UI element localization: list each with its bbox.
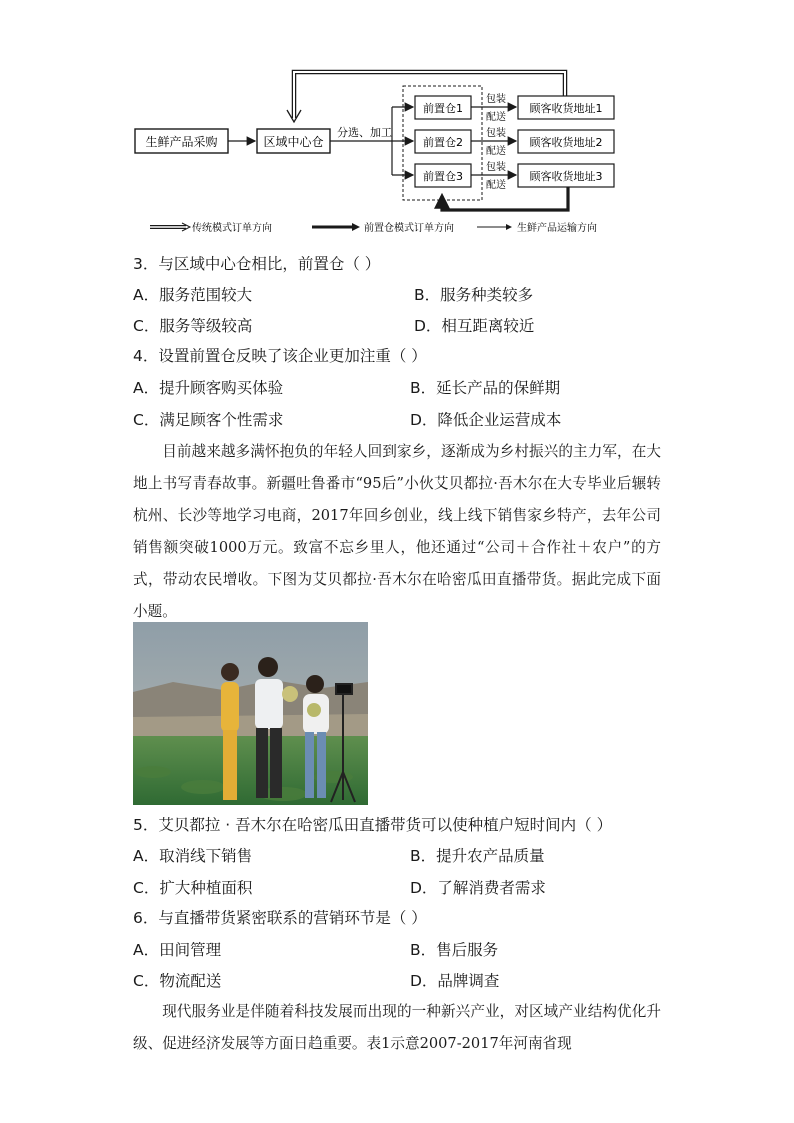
question-5-stem: 5．艾贝都拉 · 吾木尔在哈密瓜田直播带货可以使种植户短时间内（ ）: [133, 816, 613, 834]
node-regional-center-label: 区域中心仓: [263, 135, 324, 149]
question-6-option-a[interactable]: A．田间管理: [133, 941, 222, 959]
person-left: [221, 663, 239, 800]
node-address-3: [518, 164, 614, 187]
node-address-1: [518, 96, 614, 119]
node-front-3: [415, 164, 471, 187]
node-front-1-label: 前置仓1: [423, 102, 463, 115]
node-purchase-label: 生鲜产品采购: [145, 135, 218, 149]
edge-label-deliver-1: 配送: [486, 112, 506, 123]
reading-passage-2: [133, 996, 661, 1060]
logistics-flow-diagram: [0, 0, 794, 245]
question-4-option-a[interactable]: A．提升顾客购买体验: [133, 379, 284, 397]
legend-front-mode: 前置仓模式订单方向: [364, 223, 454, 234]
question-3-option-d[interactable]: D．相互距离较近: [414, 317, 535, 335]
node-front-2: [415, 130, 471, 153]
node-address-3-label: 顾客收货地址3: [529, 170, 603, 183]
node-regional-center: [257, 129, 330, 153]
node-purchase: [135, 129, 228, 153]
question-6-stem: 6．与直播带货紧密联系的营销环节是（ ）: [133, 909, 427, 927]
edge-label-pack-2: 包装: [486, 128, 506, 139]
question-4-option-c[interactable]: C．满足顾客个性需求: [133, 411, 284, 429]
edge-label-pack-3: 包装: [486, 162, 506, 173]
reading-passage-1-text: 目前越来越多满怀抱负的年轻人回到家乡，逐渐成为乡村振兴的主力军，在大地上书写青春故事。新疆吐鲁番市“95后”小伙艾贝都拉·吾木尔在大专毕业后辗转杭州、长沙等地学习电商，2017年回乡创业，线上线下销售家乡特产，去年公司销售额突破1000万元。致富不忘乡里人，他还通过“公司＋合作社＋农户”的方式，带动农民增收。下图为艾贝都拉·吾木尔在哈密瓜田直播带货。据此完成下面小题。: [133, 443, 661, 620]
question-4-option-b[interactable]: B．延长产品的保鲜期: [410, 379, 561, 397]
question-3-stem: 3．与区域中心仓相比，前置仓（ ）: [133, 255, 381, 273]
question-6-option-c[interactable]: C．物流配送: [133, 972, 222, 990]
node-front-1: [415, 96, 471, 119]
node-address-1-label: 顾客收货地址1: [529, 102, 603, 115]
question-4-option-d[interactable]: D．降低企业运营成本: [410, 411, 562, 429]
question-5-option-a[interactable]: A．取消线下销售: [133, 847, 253, 865]
node-front-2-label: 前置仓2: [423, 136, 463, 149]
node-front-3-label: 前置仓3: [423, 170, 463, 183]
legend: [150, 221, 597, 234]
node-address-2: [518, 130, 614, 153]
edge-label-deliver-3: 配送: [486, 180, 506, 191]
question-3-option-a[interactable]: A．服务范围较大: [133, 286, 253, 304]
question-5-option-d[interactable]: D．了解消费者需求: [410, 879, 546, 897]
question-6-option-b[interactable]: B．售后服务: [410, 941, 499, 959]
legend-traditional: 传统模式订单方向: [192, 223, 272, 234]
edge-label-pack-1: 包装: [486, 94, 506, 105]
edge-label-deliver-2: 配送: [486, 146, 506, 157]
legend-transport: 生鲜产品运输方向: [517, 223, 597, 234]
question-3-option-c[interactable]: C．服务等级较高: [133, 317, 253, 335]
reading-passage-1: [133, 436, 661, 628]
question-6-option-d[interactable]: D．品牌调查: [410, 972, 500, 990]
edge-label-sort-process: 分选、加工: [337, 126, 392, 139]
livestream-field-photo: [133, 622, 368, 805]
question-5-option-c[interactable]: C．扩大种植面积: [133, 879, 253, 897]
reading-passage-2-text: 现代服务业是伴随着科技发展而出现的一种新兴产业，对区域产业结构优化升级、促进经济发展等方面日趋重要。表1示意2007-2017年河南省现: [133, 1003, 661, 1052]
question-5-option-b[interactable]: B．提升农产品质量: [410, 847, 545, 865]
question-4-stem: 4．设置前置仓反映了该企业更加注重（ ）: [133, 347, 427, 365]
node-address-2-label: 顾客收货地址2: [529, 136, 603, 149]
question-3-option-b[interactable]: B．服务种类较多: [414, 286, 534, 304]
